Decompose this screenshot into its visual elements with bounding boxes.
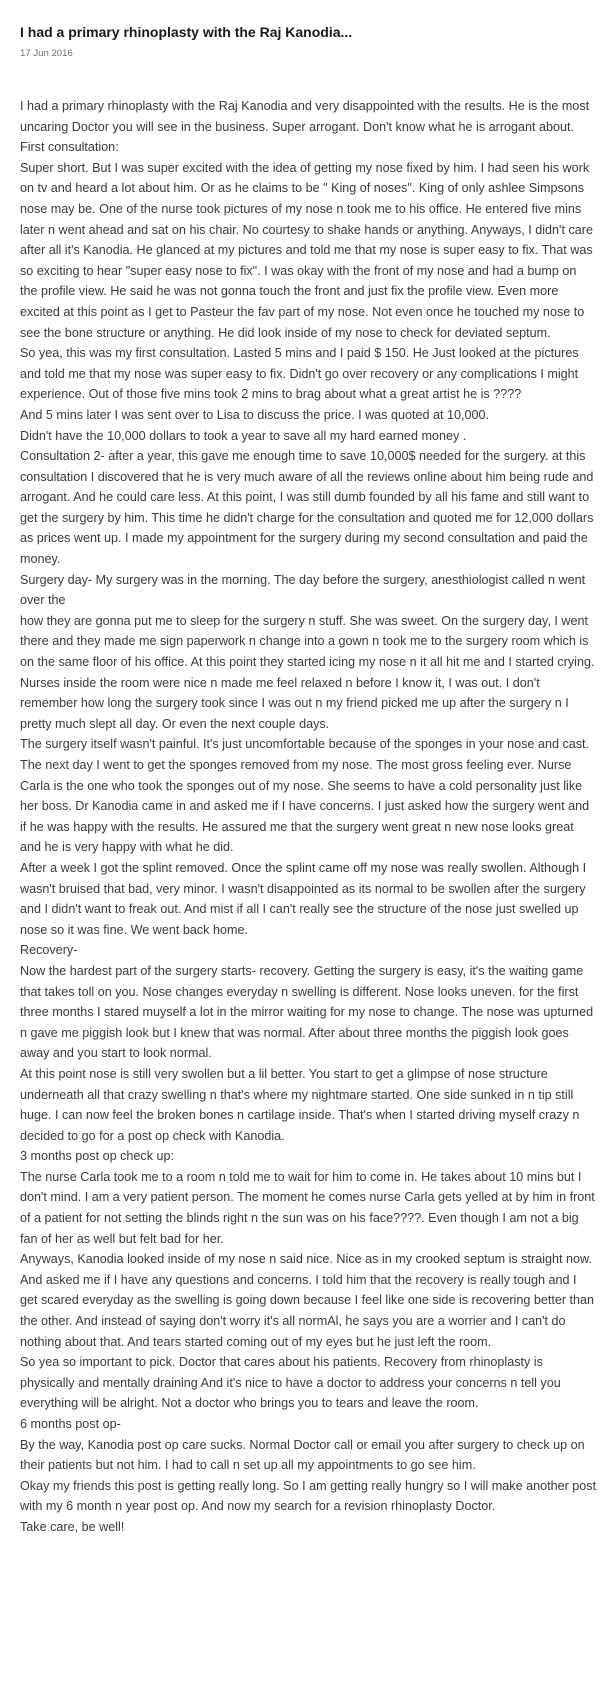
review-paragraph: Anyways, Kanodia looked inside of my nose n said nice. Nice as in my crooked septum is straight now. And asked me if I have any questions and concerns. I told him that the recovery is really tough and I get scared everyday as the swelling is going down because I feel like one side is recovering better than the other. And instead of saying don't worry it's all normAl, he says you are a worrier and I can't do nothing about that. And tears started coming out of my eyes but he just left the room. [20,1252,595,1349]
review-date: 17 Jun 2016 [20,48,73,59]
review-paragraph: I had a primary rhinoplasty with the Raj Kanodia and very disappointed with the results. He is the most uncaring Doctor you will see in the business. Super arrogant. Don't know what he is arrogant about. [20,99,590,134]
review-paragraph: After a week I got the splint removed. Once the splint came off my nose was really swollen. Although I wasn't bruised that bad, very minor. I wasn't disappointed as its normal to be swollen after the surgery and I didn't want to freak out. And mist if all I can't really see the structure of the nose just swelled up nose so it was fine. We went back home. [20,860,587,937]
review-section-heading: Recovery- [20,943,78,958]
review-paragraph: Consultation 2- after a year, this gave me enough time to save 10,000$ needed for the surgery. at this consultation I discovered that he is very much aware of all the reviews online about him being rude and arrogant. And he could care less. At this point, I was still dumb founded by all his fame and still want to get the surgery by him. This time he didn't charge for the consultation and quoted me for 12,000 dollars as prices went up. I made my appointment for the surgery during my second consultation and paid the money. [20,449,594,567]
review-section-heading: 6 months post op- [20,1417,121,1431]
review-paragraph: At this point nose is still very swollen but a lil better. You start to get a glimpse of nose structure underneath all that crazy swelling n that's where my nightmare started. One side sunked in n tip still huge. I can now feel the broken bones n cartilage inside. That's when I started driving myself crazy n decided to go for a post op check with Kanodia. [20,1066,580,1143]
review-signoff: Take care, be well! [20,1519,125,1534]
review-section-heading: 3 months post op check up: [20,1149,175,1164]
review-paragraph: By the way, Kanodia post op care sucks. Normal Doctor call or email you after surgery to check up on their patients but not him. I had to call n set up all my appointments to go see him. [20,1437,585,1473]
review-section-heading: First consultation: [20,140,119,155]
review-paragraph: And 5 mins later I was sent over to Lisa to discuss the price. I was quoted at 10,000. [20,407,490,422]
review-paragraph: Super short. But I was super excited with the idea of getting my nose fixed by him. I had seen his work on tv and heard a lot about him. Or as he claims to be " King of noses". King of only ashlee Simpsons nose may be. One of the nurse took pictures of my nose n took me to his office. He entered five mins later n went ahead and sat on his chair. No courtesy to shake hands or anything. Anyways, I didn't care after all it's Kanodia. He glanced at my pictures and told me that my nose is super easy to fix. That was so exciting to hear "super easy nose to fix". I was okay with the front of my nose and had a bump on the profile view. He said he was not gonna touch the front and just fix the profile view. Even more excited at this point as I get to Pasteur the fav part of my nose. Not even once he touched my nose to see the bone structure or anything. He did look inside of my nose to check for deviated septum. [20,160,593,340]
review-paragraph: Okay my friends this post is getting really long. So I am getting really hungry so I will make another post with my 6 month n year post op. And now my search for a revision rhinoplasty Doctor. [20,1478,597,1514]
review-paragraph: how they are gonna put me to sleep for the surgery n stuff. She was sweet. On the surgery day, I went there and they made me sign paperwork n change into a gown n took me to the surgery room which is on the same floor of his office. At this point they started icing my nose n it all hit me and I started crying. Nurses inside the room were nice n made me feel relaxed n before I know it, I was out. I don't remember how long the surgery took since I was out n my friend picked me up after the surgery n I pretty much slept all day. Or even the next couple days. [20,613,595,731]
review-paragraph: The next day I went to get the sponges removed from my nose. The most gross feeling ever. Nurse Carla is the one who took the sponges out of my nose. She seems to have a cold personality just like her boss. Dr Kanodia came in and asked me if I have concerns. I just asked how the surgery went and if he was happy with the results. He assured me that the surgery went great n new nose looks great and he is very happy with what he did. [20,758,590,855]
review-paragraph: Surgery day- My surgery was in the morning. The day before the surgery, anesthiologist called n went over the [20,572,586,608]
review-paragraph: Now the hardest part of the surgery starts- recovery. Getting the surgery is easy, it's the waiting game that takes toll on you. Nose changes everyday n swelling is different. Nose looks uneven. for the first three months I stared muyself a lot in the mirror waiting for my nose to change. The nose was upturned n gave me piggish look but I knew that was normal. After about three months the piggish look goes away and you start to look normal. [20,963,594,1061]
review-title[interactable]: I had a primary rhinoplasty with the Raj Kanodia... [20,24,353,40]
review-paragraph: The nurse Carla took me to a room n told me to wait for him to come in. He takes about 10 mins but I don't mind. I am a very patient person. The moment he comes nurse Carla gets yelled at by him in front of a patient for not setting the blinds right n the sun was on his face????. Even though I am not a big fan of her as well but felt bad for her. [20,1169,595,1246]
review-body [20,96,597,1538]
review-paragraph: Didn't have the 10,000 dollars to took a year to save all my hard earned money . [20,428,467,443]
review-paragraph: The surgery itself wasn't painful. It's just uncomfortable because of the sponges in your nose and cast. [20,737,590,752]
review-paragraph: So yea so important to pick. Doctor that cares about his patients. Recovery from rhinoplasty is physically and mentally draining And it's nice to have a doctor to address your concerns n tell you everything will be alright. Not a doctor who brings you to tears and leave the room. [20,1355,561,1411]
review-paragraph: So yea, this was my first consultation. Lasted 5 mins and I paid $ 150. He Just looked at the pictures and told me that my nose was super easy to fix. Didn't go over recovery or any complications I might experience. Out of those five mins took 2 mins to brag about what a great artist he is ???? [20,346,579,402]
